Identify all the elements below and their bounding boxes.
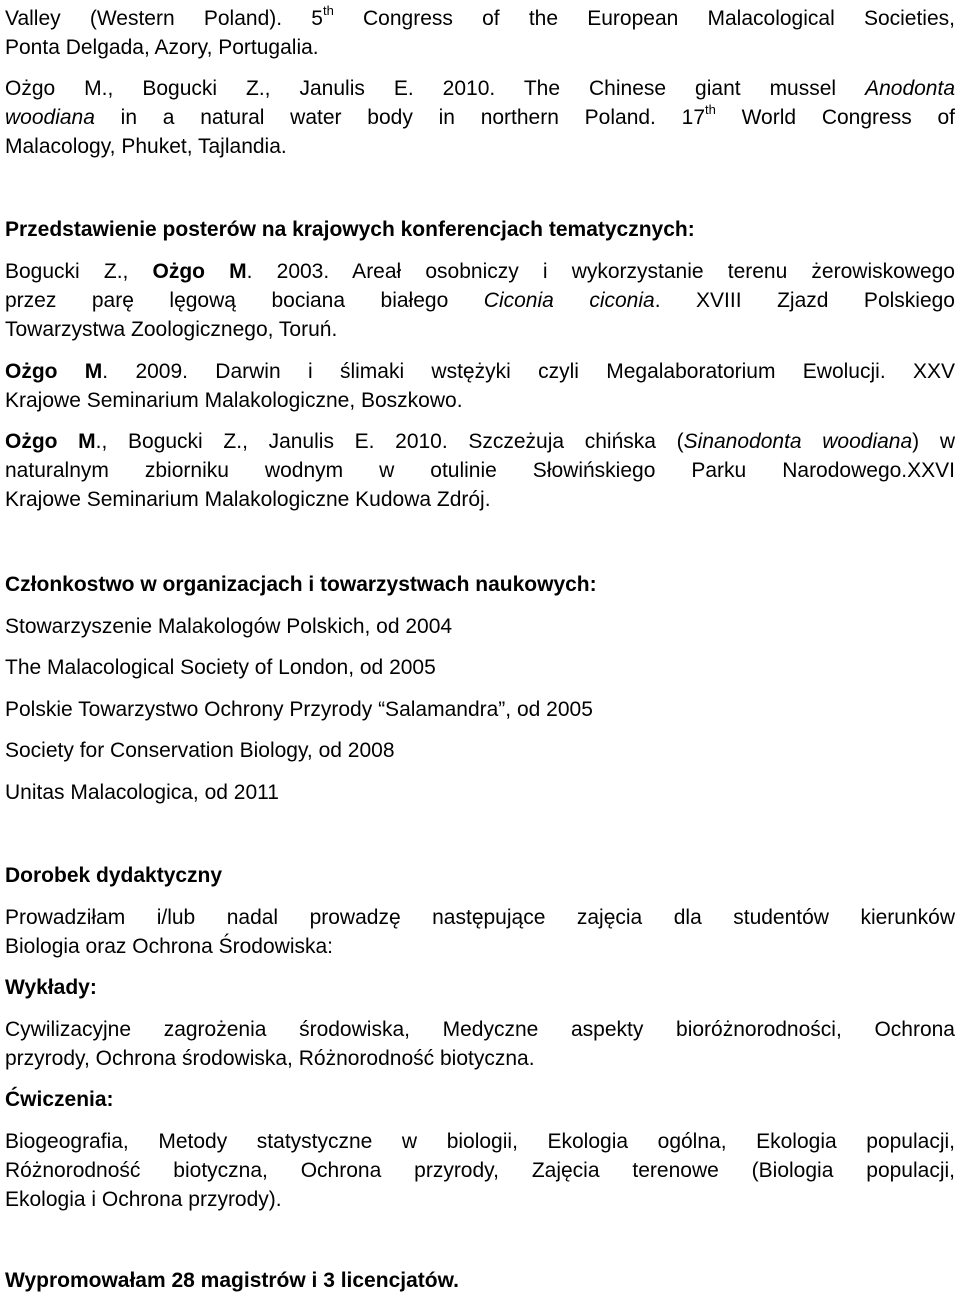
exercises-heading: Ćwiczenia: [5,1088,114,1111]
highlighted-author: Ożgo M [152,260,247,283]
exercises-list [5,1127,955,1214]
teaching-text: Różnorodność biotyczna, Ochrona przyrody, Zajęcia terenowe (Biologia populacji, [5,1159,955,1182]
entry-text: Valley (Western Poland). 5 [5,7,323,30]
entry-text: ., Bogucki Z., Janulis E. 2010. Szczeżuja chińska ( [95,430,684,453]
membership-heading: Członkostwo w organizacjach i towarzystwach naukowych: [5,573,597,596]
entry-text: World Congress of [715,106,955,129]
teaching-intro [5,903,955,961]
teaching-text: Biogeografia, Metody statystyczne w biologii, Ekologia ogólna, Ekologia populacji, [5,1130,955,1153]
entry-text: . 2009. Darwin i ślimaki wstężyki czyli Megalaboratorium Ewolucji. XXV [102,360,955,383]
lectures-heading: Wykłady: [5,976,97,999]
entry-text: Krajowe Seminarium Malakologiczne Kudowa Zdrój. [5,488,491,511]
membership-item: The Malacological Society of London, od 2005 [5,656,436,679]
entry-text: Towarzystwa Zoologicznego, Toruń. [5,318,338,341]
species-name: Sinanodonta woodiana [683,430,913,453]
supervision-summary: Wypromowałam 28 magistrów i 3 licencjatów. [5,1269,459,1292]
superscript: th [705,102,716,117]
membership-item: Stowarzyszenie Malakologów Polskich, od 2004 [5,615,453,638]
entry-authors: Bogucki Z., [5,260,153,283]
species-name: Ciconia ciconia [483,289,655,312]
lectures-list [5,1015,955,1073]
conference-entry [5,74,955,161]
poster-entry [5,357,955,415]
entry-text: Congress of the European Malacological Societies, [333,7,955,30]
teaching-text: Ekologia i Ochrona przyrody). [5,1188,282,1211]
entry-text: Malacology, Phuket, Tajlandia. [5,135,287,158]
teaching-text: Prowadziłam i/lub nadal prowadzę następujące zajęcia dla studentów kierunków [5,906,955,929]
highlighted-author: Ożgo M [5,360,103,383]
entry-text: . XVIII Zjazd Polskiego [654,289,955,312]
entry-text: ) w [912,430,956,453]
poster-entry [5,257,955,344]
species-name: Anodonta [865,77,955,100]
membership-item: Unitas Malacologica, od 2011 [5,781,279,804]
entry-text: . 2003. Areał osobniczy i wykorzystanie terenu żerowiskowego [246,260,955,283]
conference-entry-continuation [5,4,955,62]
teaching-text: przyrody, Ochrona środowiska, Różnorodność biotyczna. [5,1047,535,1070]
teaching-heading: Dorobek dydaktyczny [5,864,223,887]
teaching-text: Biologia oraz Ochrona Środowiska: [5,935,334,958]
entry-text: Krajowe Seminarium Malakologiczne, Boszkowo. [5,389,463,412]
poster-entry [5,427,955,514]
entry-authors: Ożgo M., Bogucki Z., Janulis E. 2010. The Chinese giant mussel [5,77,866,100]
membership-item: Polskie Towarzystwo Ochrony Przyrody “Salamandra”, od 2005 [5,698,593,721]
entry-text: Ponta Delgada, Azory, Portugalia. [5,36,319,59]
posters-heading: Przedstawienie posterów na krajowych konferencjach tematycznych: [5,218,695,241]
membership-item: Society for Conservation Biology, od 2008 [5,739,395,762]
species-name: woodiana [5,106,95,129]
entry-text: in a natural water body in northern Poland. 17 [94,106,706,129]
entry-text: przez parę lęgową bociana białego [5,289,484,312]
entry-text: naturalnym zbiorniku wodnym w otulinie Słowińskiego Parku Narodowego.XXVI [5,459,955,482]
highlighted-author: Ożgo M [5,430,96,453]
teaching-text: Cywilizacyjne zagrożenia środowiska, Medyczne aspekty bioróżnorodności, Ochrona [5,1018,955,1041]
superscript: th [322,3,334,18]
